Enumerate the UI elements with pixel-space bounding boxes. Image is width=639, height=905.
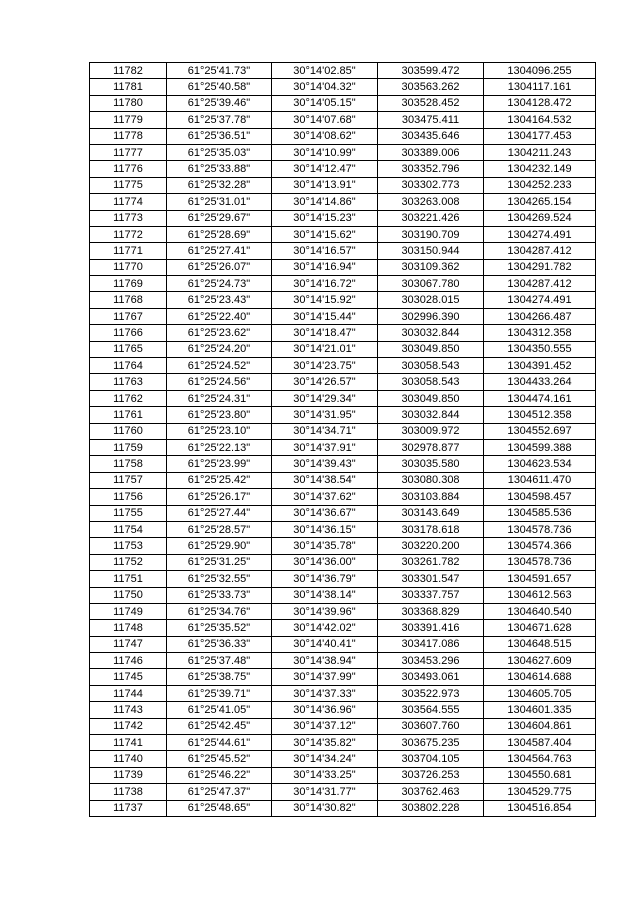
latitude-cell: 61°25'26.07" <box>167 259 272 275</box>
x-coordinate-cell: 303352.796 <box>378 161 484 177</box>
latitude-cell: 61°25'41.73" <box>167 63 272 79</box>
latitude-cell: 61°25'33.73" <box>167 587 272 603</box>
x-coordinate-cell: 303389.006 <box>378 144 484 160</box>
longitude-cell: 30°14'33.25" <box>272 767 378 783</box>
table-row <box>90 259 596 275</box>
table-row <box>90 226 596 242</box>
x-coordinate-cell: 303221.426 <box>378 210 484 226</box>
x-coordinate-cell: 303599.472 <box>378 63 484 79</box>
table-row <box>90 407 596 423</box>
table-row <box>90 784 596 800</box>
y-coordinate-cell: 1304232.149 <box>484 161 596 177</box>
latitude-cell: 61°25'31.01" <box>167 194 272 210</box>
longitude-cell: 30°14'13.91" <box>272 177 378 193</box>
latitude-cell: 61°25'23.99" <box>167 456 272 472</box>
point-number-cell: 11770 <box>90 259 167 275</box>
table-row <box>90 554 596 570</box>
x-coordinate-cell: 302996.390 <box>378 308 484 324</box>
longitude-cell: 30°14'38.14" <box>272 587 378 603</box>
x-coordinate-cell: 303263.008 <box>378 194 484 210</box>
longitude-cell: 30°14'37.99" <box>272 669 378 685</box>
latitude-cell: 61°25'37.48" <box>167 653 272 669</box>
x-coordinate-cell: 303391.416 <box>378 620 484 636</box>
table-row <box>90 439 596 455</box>
y-coordinate-cell: 1304611.470 <box>484 472 596 488</box>
point-number-cell: 11771 <box>90 243 167 259</box>
latitude-cell: 61°25'28.57" <box>167 521 272 537</box>
table-row <box>90 800 596 816</box>
longitude-cell: 30°14'26.57" <box>272 374 378 390</box>
point-number-cell: 11758 <box>90 456 167 472</box>
y-coordinate-cell: 1304578.736 <box>484 554 596 570</box>
table-row <box>90 374 596 390</box>
table-row <box>90 112 596 128</box>
point-number-cell: 11755 <box>90 505 167 521</box>
y-coordinate-cell: 1304648.515 <box>484 636 596 652</box>
x-coordinate-cell: 303103.884 <box>378 489 484 505</box>
table-row <box>90 423 596 439</box>
latitude-cell: 61°25'24.52" <box>167 358 272 374</box>
y-coordinate-cell: 1304266.487 <box>484 308 596 324</box>
longitude-cell: 30°14'30.82" <box>272 800 378 816</box>
x-coordinate-cell: 303522.973 <box>378 685 484 701</box>
x-coordinate-cell: 303675.235 <box>378 735 484 751</box>
latitude-cell: 61°25'22.13" <box>167 439 272 455</box>
y-coordinate-cell: 1304574.366 <box>484 538 596 554</box>
y-coordinate-cell: 1304433.264 <box>484 374 596 390</box>
x-coordinate-cell: 303080.308 <box>378 472 484 488</box>
latitude-cell: 61°25'31.25" <box>167 554 272 570</box>
point-number-cell: 11762 <box>90 390 167 406</box>
point-number-cell: 11741 <box>90 735 167 751</box>
x-coordinate-cell: 303058.543 <box>378 358 484 374</box>
y-coordinate-cell: 1304598.457 <box>484 489 596 505</box>
x-coordinate-cell: 303368.829 <box>378 603 484 619</box>
y-coordinate-cell: 1304117.161 <box>484 79 596 95</box>
y-coordinate-cell: 1304587.404 <box>484 735 596 751</box>
x-coordinate-cell: 303302.773 <box>378 177 484 193</box>
point-number-cell: 11737 <box>90 800 167 816</box>
table-row <box>90 685 596 701</box>
point-number-cell: 11745 <box>90 669 167 685</box>
latitude-cell: 61°25'34.76" <box>167 603 272 619</box>
x-coordinate-cell: 303032.844 <box>378 407 484 423</box>
longitude-cell: 30°14'10.99" <box>272 144 378 160</box>
point-number-cell: 11743 <box>90 702 167 718</box>
table-row <box>90 505 596 521</box>
y-coordinate-cell: 1304623.534 <box>484 456 596 472</box>
longitude-cell: 30°14'08.62" <box>272 128 378 144</box>
latitude-cell: 61°25'32.28" <box>167 177 272 193</box>
point-number-cell: 11768 <box>90 292 167 308</box>
y-coordinate-cell: 1304474.161 <box>484 390 596 406</box>
latitude-cell: 61°25'28.69" <box>167 226 272 242</box>
y-coordinate-cell: 1304601.335 <box>484 702 596 718</box>
x-coordinate-cell: 303058.543 <box>378 374 484 390</box>
longitude-cell: 30°14'31.77" <box>272 784 378 800</box>
y-coordinate-cell: 1304287.412 <box>484 243 596 259</box>
longitude-cell: 30°14'38.94" <box>272 653 378 669</box>
table-row <box>90 603 596 619</box>
y-coordinate-cell: 1304550.681 <box>484 767 596 783</box>
point-number-cell: 11781 <box>90 79 167 95</box>
point-number-cell: 11746 <box>90 653 167 669</box>
longitude-cell: 30°14'36.79" <box>272 571 378 587</box>
table-row <box>90 653 596 669</box>
table-row <box>90 587 596 603</box>
table-row <box>90 620 596 636</box>
longitude-cell: 30°14'37.62" <box>272 489 378 505</box>
point-number-cell: 11760 <box>90 423 167 439</box>
x-coordinate-cell: 303067.780 <box>378 276 484 292</box>
longitude-cell: 30°14'37.91" <box>272 439 378 455</box>
table-row <box>90 128 596 144</box>
point-number-cell: 11747 <box>90 636 167 652</box>
y-coordinate-cell: 1304291.782 <box>484 259 596 275</box>
point-number-cell: 11750 <box>90 587 167 603</box>
latitude-cell: 61°25'40.58" <box>167 79 272 95</box>
latitude-cell: 61°25'23.80" <box>167 407 272 423</box>
point-number-cell: 11748 <box>90 620 167 636</box>
table-row <box>90 341 596 357</box>
x-coordinate-cell: 303049.850 <box>378 341 484 357</box>
latitude-cell: 61°25'29.90" <box>167 538 272 554</box>
x-coordinate-cell: 303762.463 <box>378 784 484 800</box>
point-number-cell: 11744 <box>90 685 167 701</box>
table-row <box>90 161 596 177</box>
point-number-cell: 11766 <box>90 325 167 341</box>
table-row <box>90 308 596 324</box>
y-coordinate-cell: 1304177.453 <box>484 128 596 144</box>
y-coordinate-cell: 1304274.491 <box>484 292 596 308</box>
point-number-cell: 11761 <box>90 407 167 423</box>
longitude-cell: 30°14'18.47" <box>272 325 378 341</box>
x-coordinate-cell: 303563.262 <box>378 79 484 95</box>
coordinate-table <box>89 62 596 817</box>
y-coordinate-cell: 1304614.688 <box>484 669 596 685</box>
table-row <box>90 489 596 505</box>
y-coordinate-cell: 1304599.388 <box>484 439 596 455</box>
table-row <box>90 538 596 554</box>
x-coordinate-cell: 303109.362 <box>378 259 484 275</box>
latitude-cell: 61°25'38.75" <box>167 669 272 685</box>
x-coordinate-cell: 303417.086 <box>378 636 484 652</box>
longitude-cell: 30°14'14.86" <box>272 194 378 210</box>
longitude-cell: 30°14'31.95" <box>272 407 378 423</box>
point-number-cell: 11775 <box>90 177 167 193</box>
y-coordinate-cell: 1304612.563 <box>484 587 596 603</box>
point-number-cell: 11763 <box>90 374 167 390</box>
point-number-cell: 11772 <box>90 226 167 242</box>
longitude-cell: 30°14'39.43" <box>272 456 378 472</box>
table-row <box>90 521 596 537</box>
table-row <box>90 390 596 406</box>
table-row <box>90 95 596 111</box>
y-coordinate-cell: 1304269.524 <box>484 210 596 226</box>
y-coordinate-cell: 1304640.540 <box>484 603 596 619</box>
latitude-cell: 61°25'35.52" <box>167 620 272 636</box>
point-number-cell: 11779 <box>90 112 167 128</box>
longitude-cell: 30°14'15.62" <box>272 226 378 242</box>
point-number-cell: 11780 <box>90 95 167 111</box>
y-coordinate-cell: 1304564.763 <box>484 751 596 767</box>
longitude-cell: 30°14'21.01" <box>272 341 378 357</box>
x-coordinate-cell: 303301.547 <box>378 571 484 587</box>
longitude-cell: 30°14'07.68" <box>272 112 378 128</box>
table-row <box>90 702 596 718</box>
x-coordinate-cell: 303150.944 <box>378 243 484 259</box>
y-coordinate-cell: 1304252.233 <box>484 177 596 193</box>
longitude-cell: 30°14'36.67" <box>272 505 378 521</box>
table-row <box>90 767 596 783</box>
latitude-cell: 61°25'24.56" <box>167 374 272 390</box>
y-coordinate-cell: 1304164.532 <box>484 112 596 128</box>
point-number-cell: 11769 <box>90 276 167 292</box>
point-number-cell: 11749 <box>90 603 167 619</box>
table-row <box>90 144 596 160</box>
point-number-cell: 11773 <box>90 210 167 226</box>
longitude-cell: 30°14'34.24" <box>272 751 378 767</box>
longitude-cell: 30°14'02.85" <box>272 63 378 79</box>
point-number-cell: 11756 <box>90 489 167 505</box>
y-coordinate-cell: 1304604.861 <box>484 718 596 734</box>
table-row <box>90 63 596 79</box>
y-coordinate-cell: 1304578.736 <box>484 521 596 537</box>
table-row <box>90 669 596 685</box>
latitude-cell: 61°25'27.41" <box>167 243 272 259</box>
latitude-cell: 61°25'29.67" <box>167 210 272 226</box>
longitude-cell: 30°14'36.00" <box>272 554 378 570</box>
table-row <box>90 751 596 767</box>
table-row <box>90 79 596 95</box>
table-row <box>90 325 596 341</box>
x-coordinate-cell: 303035.580 <box>378 456 484 472</box>
point-number-cell: 11757 <box>90 472 167 488</box>
x-coordinate-cell: 303220.200 <box>378 538 484 554</box>
longitude-cell: 30°14'42.02" <box>272 620 378 636</box>
longitude-cell: 30°14'35.78" <box>272 538 378 554</box>
x-coordinate-cell: 303190.709 <box>378 226 484 242</box>
latitude-cell: 61°25'24.20" <box>167 341 272 357</box>
point-number-cell: 11759 <box>90 439 167 455</box>
point-number-cell: 11739 <box>90 767 167 783</box>
x-coordinate-cell: 303726.253 <box>378 767 484 783</box>
latitude-cell: 61°25'25.42" <box>167 472 272 488</box>
latitude-cell: 61°25'24.73" <box>167 276 272 292</box>
point-number-cell: 11778 <box>90 128 167 144</box>
table-row <box>90 456 596 472</box>
latitude-cell: 61°25'41.05" <box>167 702 272 718</box>
longitude-cell: 30°14'36.96" <box>272 702 378 718</box>
longitude-cell: 30°14'05.15" <box>272 95 378 111</box>
latitude-cell: 61°25'27.44" <box>167 505 272 521</box>
point-number-cell: 11764 <box>90 358 167 374</box>
point-number-cell: 11777 <box>90 144 167 160</box>
table-row <box>90 276 596 292</box>
coordinate-table-body <box>90 63 596 817</box>
point-number-cell: 11765 <box>90 341 167 357</box>
y-coordinate-cell: 1304591.657 <box>484 571 596 587</box>
longitude-cell: 30°14'36.15" <box>272 521 378 537</box>
x-coordinate-cell: 303564.555 <box>378 702 484 718</box>
y-coordinate-cell: 1304128.472 <box>484 95 596 111</box>
latitude-cell: 61°25'23.43" <box>167 292 272 308</box>
latitude-cell: 61°25'24.31" <box>167 390 272 406</box>
x-coordinate-cell: 303453.296 <box>378 653 484 669</box>
y-coordinate-cell: 1304211.243 <box>484 144 596 160</box>
table-row <box>90 636 596 652</box>
point-number-cell: 11753 <box>90 538 167 554</box>
latitude-cell: 61°25'48.65" <box>167 800 272 816</box>
x-coordinate-cell: 303435.646 <box>378 128 484 144</box>
table-row <box>90 292 596 308</box>
table-row <box>90 472 596 488</box>
table-row <box>90 571 596 587</box>
table-row <box>90 358 596 374</box>
point-number-cell: 11738 <box>90 784 167 800</box>
longitude-cell: 30°14'16.94" <box>272 259 378 275</box>
y-coordinate-cell: 1304350.555 <box>484 341 596 357</box>
y-coordinate-cell: 1304096.255 <box>484 63 596 79</box>
latitude-cell: 61°25'23.62" <box>167 325 272 341</box>
y-coordinate-cell: 1304627.609 <box>484 653 596 669</box>
document-page <box>89 62 596 817</box>
latitude-cell: 61°25'39.71" <box>167 685 272 701</box>
latitude-cell: 61°25'44.61" <box>167 735 272 751</box>
longitude-cell: 30°14'15.92" <box>272 292 378 308</box>
latitude-cell: 61°25'46.22" <box>167 767 272 783</box>
x-coordinate-cell: 303607.760 <box>378 718 484 734</box>
longitude-cell: 30°14'04.32" <box>272 79 378 95</box>
x-coordinate-cell: 303028.015 <box>378 292 484 308</box>
table-row <box>90 735 596 751</box>
longitude-cell: 30°14'15.23" <box>272 210 378 226</box>
longitude-cell: 30°14'38.54" <box>272 472 378 488</box>
longitude-cell: 30°14'16.72" <box>272 276 378 292</box>
latitude-cell: 61°25'42.45" <box>167 718 272 734</box>
longitude-cell: 30°14'23.75" <box>272 358 378 374</box>
longitude-cell: 30°14'15.44" <box>272 308 378 324</box>
longitude-cell: 30°14'29.34" <box>272 390 378 406</box>
longitude-cell: 30°14'40.41" <box>272 636 378 652</box>
table-row <box>90 243 596 259</box>
y-coordinate-cell: 1304512.358 <box>484 407 596 423</box>
longitude-cell: 30°14'37.12" <box>272 718 378 734</box>
latitude-cell: 61°25'36.33" <box>167 636 272 652</box>
y-coordinate-cell: 1304312.358 <box>484 325 596 341</box>
y-coordinate-cell: 1304585.536 <box>484 505 596 521</box>
latitude-cell: 61°25'45.52" <box>167 751 272 767</box>
x-coordinate-cell: 303493.061 <box>378 669 484 685</box>
latitude-cell: 61°25'39.46" <box>167 95 272 111</box>
y-coordinate-cell: 1304552.697 <box>484 423 596 439</box>
latitude-cell: 61°25'33.88" <box>167 161 272 177</box>
latitude-cell: 61°25'26.17" <box>167 489 272 505</box>
point-number-cell: 11742 <box>90 718 167 734</box>
point-number-cell: 11774 <box>90 194 167 210</box>
longitude-cell: 30°14'37.33" <box>272 685 378 701</box>
y-coordinate-cell: 1304274.491 <box>484 226 596 242</box>
longitude-cell: 30°14'12.47" <box>272 161 378 177</box>
latitude-cell: 61°25'37.78" <box>167 112 272 128</box>
point-number-cell: 11751 <box>90 571 167 587</box>
table-row <box>90 194 596 210</box>
table-row <box>90 177 596 193</box>
x-coordinate-cell: 302978.877 <box>378 439 484 455</box>
y-coordinate-cell: 1304671.628 <box>484 620 596 636</box>
y-coordinate-cell: 1304529.775 <box>484 784 596 800</box>
point-number-cell: 11752 <box>90 554 167 570</box>
latitude-cell: 61°25'36.51" <box>167 128 272 144</box>
table-row <box>90 718 596 734</box>
x-coordinate-cell: 303802.228 <box>378 800 484 816</box>
y-coordinate-cell: 1304287.412 <box>484 276 596 292</box>
x-coordinate-cell: 303528.452 <box>378 95 484 111</box>
x-coordinate-cell: 303049.850 <box>378 390 484 406</box>
y-coordinate-cell: 1304516.854 <box>484 800 596 816</box>
point-number-cell: 11767 <box>90 308 167 324</box>
latitude-cell: 61°25'35.03" <box>167 144 272 160</box>
latitude-cell: 61°25'47.37" <box>167 784 272 800</box>
point-number-cell: 11776 <box>90 161 167 177</box>
longitude-cell: 30°14'35.82" <box>272 735 378 751</box>
x-coordinate-cell: 303475.411 <box>378 112 484 128</box>
longitude-cell: 30°14'16.57" <box>272 243 378 259</box>
x-coordinate-cell: 303261.782 <box>378 554 484 570</box>
y-coordinate-cell: 1304265.154 <box>484 194 596 210</box>
point-number-cell: 11782 <box>90 63 167 79</box>
x-coordinate-cell: 303337.757 <box>378 587 484 603</box>
table-row <box>90 210 596 226</box>
point-number-cell: 11754 <box>90 521 167 537</box>
x-coordinate-cell: 303178.618 <box>378 521 484 537</box>
point-number-cell: 11740 <box>90 751 167 767</box>
x-coordinate-cell: 303032.844 <box>378 325 484 341</box>
x-coordinate-cell: 303143.649 <box>378 505 484 521</box>
x-coordinate-cell: 303704.105 <box>378 751 484 767</box>
latitude-cell: 61°25'23.10" <box>167 423 272 439</box>
longitude-cell: 30°14'39.96" <box>272 603 378 619</box>
longitude-cell: 30°14'34.71" <box>272 423 378 439</box>
y-coordinate-cell: 1304605.705 <box>484 685 596 701</box>
x-coordinate-cell: 303009.972 <box>378 423 484 439</box>
latitude-cell: 61°25'22.40" <box>167 308 272 324</box>
y-coordinate-cell: 1304391.452 <box>484 358 596 374</box>
latitude-cell: 61°25'32.55" <box>167 571 272 587</box>
